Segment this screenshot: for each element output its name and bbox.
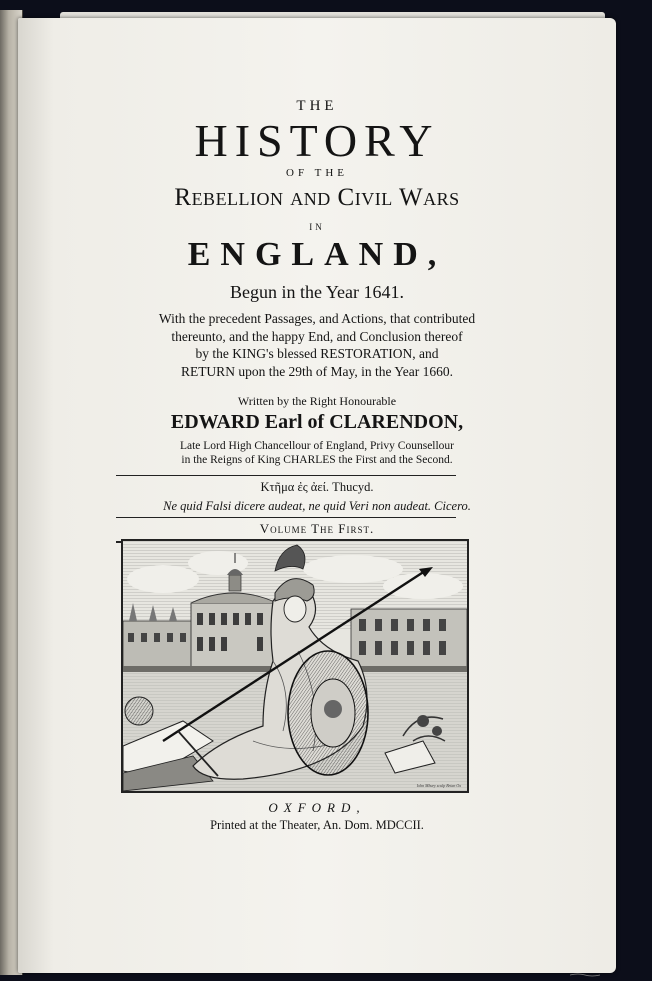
latin-motto: Ne quid Falsi dicere audeat, ne quid Veri non audeat. Cicero.: [163, 499, 471, 513]
title-rebellion: Rebellion and Civil Wars: [174, 184, 460, 211]
description-paragraph: [18, 310, 616, 380]
author-name: EDWARD Earl of CLARENDON,: [170, 411, 464, 433]
description-line: by the KING's blessed RESTORATION, and: [195, 346, 439, 361]
written-by: Written by the Right Honourable: [237, 394, 397, 408]
title-of-the: OF THE: [286, 167, 348, 179]
author-titles: [18, 439, 616, 467]
title-england: ENGLAND,: [187, 236, 447, 273]
title-page: [18, 18, 616, 973]
title-history: HISTORY: [194, 115, 440, 166]
imprint-place: OXFORD,: [268, 800, 366, 815]
description-line: With the precedent Passages, and Actions, that contributed: [158, 311, 476, 326]
title-in: IN: [309, 222, 325, 232]
greek-motto: Κτῆμα ἐς ἀεί. Thucyd.: [260, 480, 374, 494]
title-the: THE: [296, 98, 338, 114]
description-line: thereunto, and the happy End, and Conclusion thereof: [171, 328, 463, 344]
description-line: RETURN upon the 29th of May, in the Year 1660.: [180, 363, 454, 379]
frontispiece-engraving: [121, 539, 469, 793]
divider-rule: [116, 517, 456, 518]
author-title-line: Late Lord High Chancellour of England, Privy Counsellour: [179, 440, 455, 452]
volume-label: Volume The First.: [259, 521, 375, 536]
imprint-line: Printed at the Theater, An. Dom. MDCCII.: [210, 818, 424, 832]
engraver-signature: Iohn Mbury sculp Brian Ox: [416, 783, 461, 788]
subtitle-begun: Begun in the Year 1641.: [230, 282, 404, 302]
pencil-mark: [570, 973, 600, 977]
author-title-line: in the Reigns of King CHARLES the First and the Second.: [181, 454, 453, 466]
divider-rule: [116, 475, 456, 476]
minerva-engraving-illustration: [123, 541, 467, 791]
